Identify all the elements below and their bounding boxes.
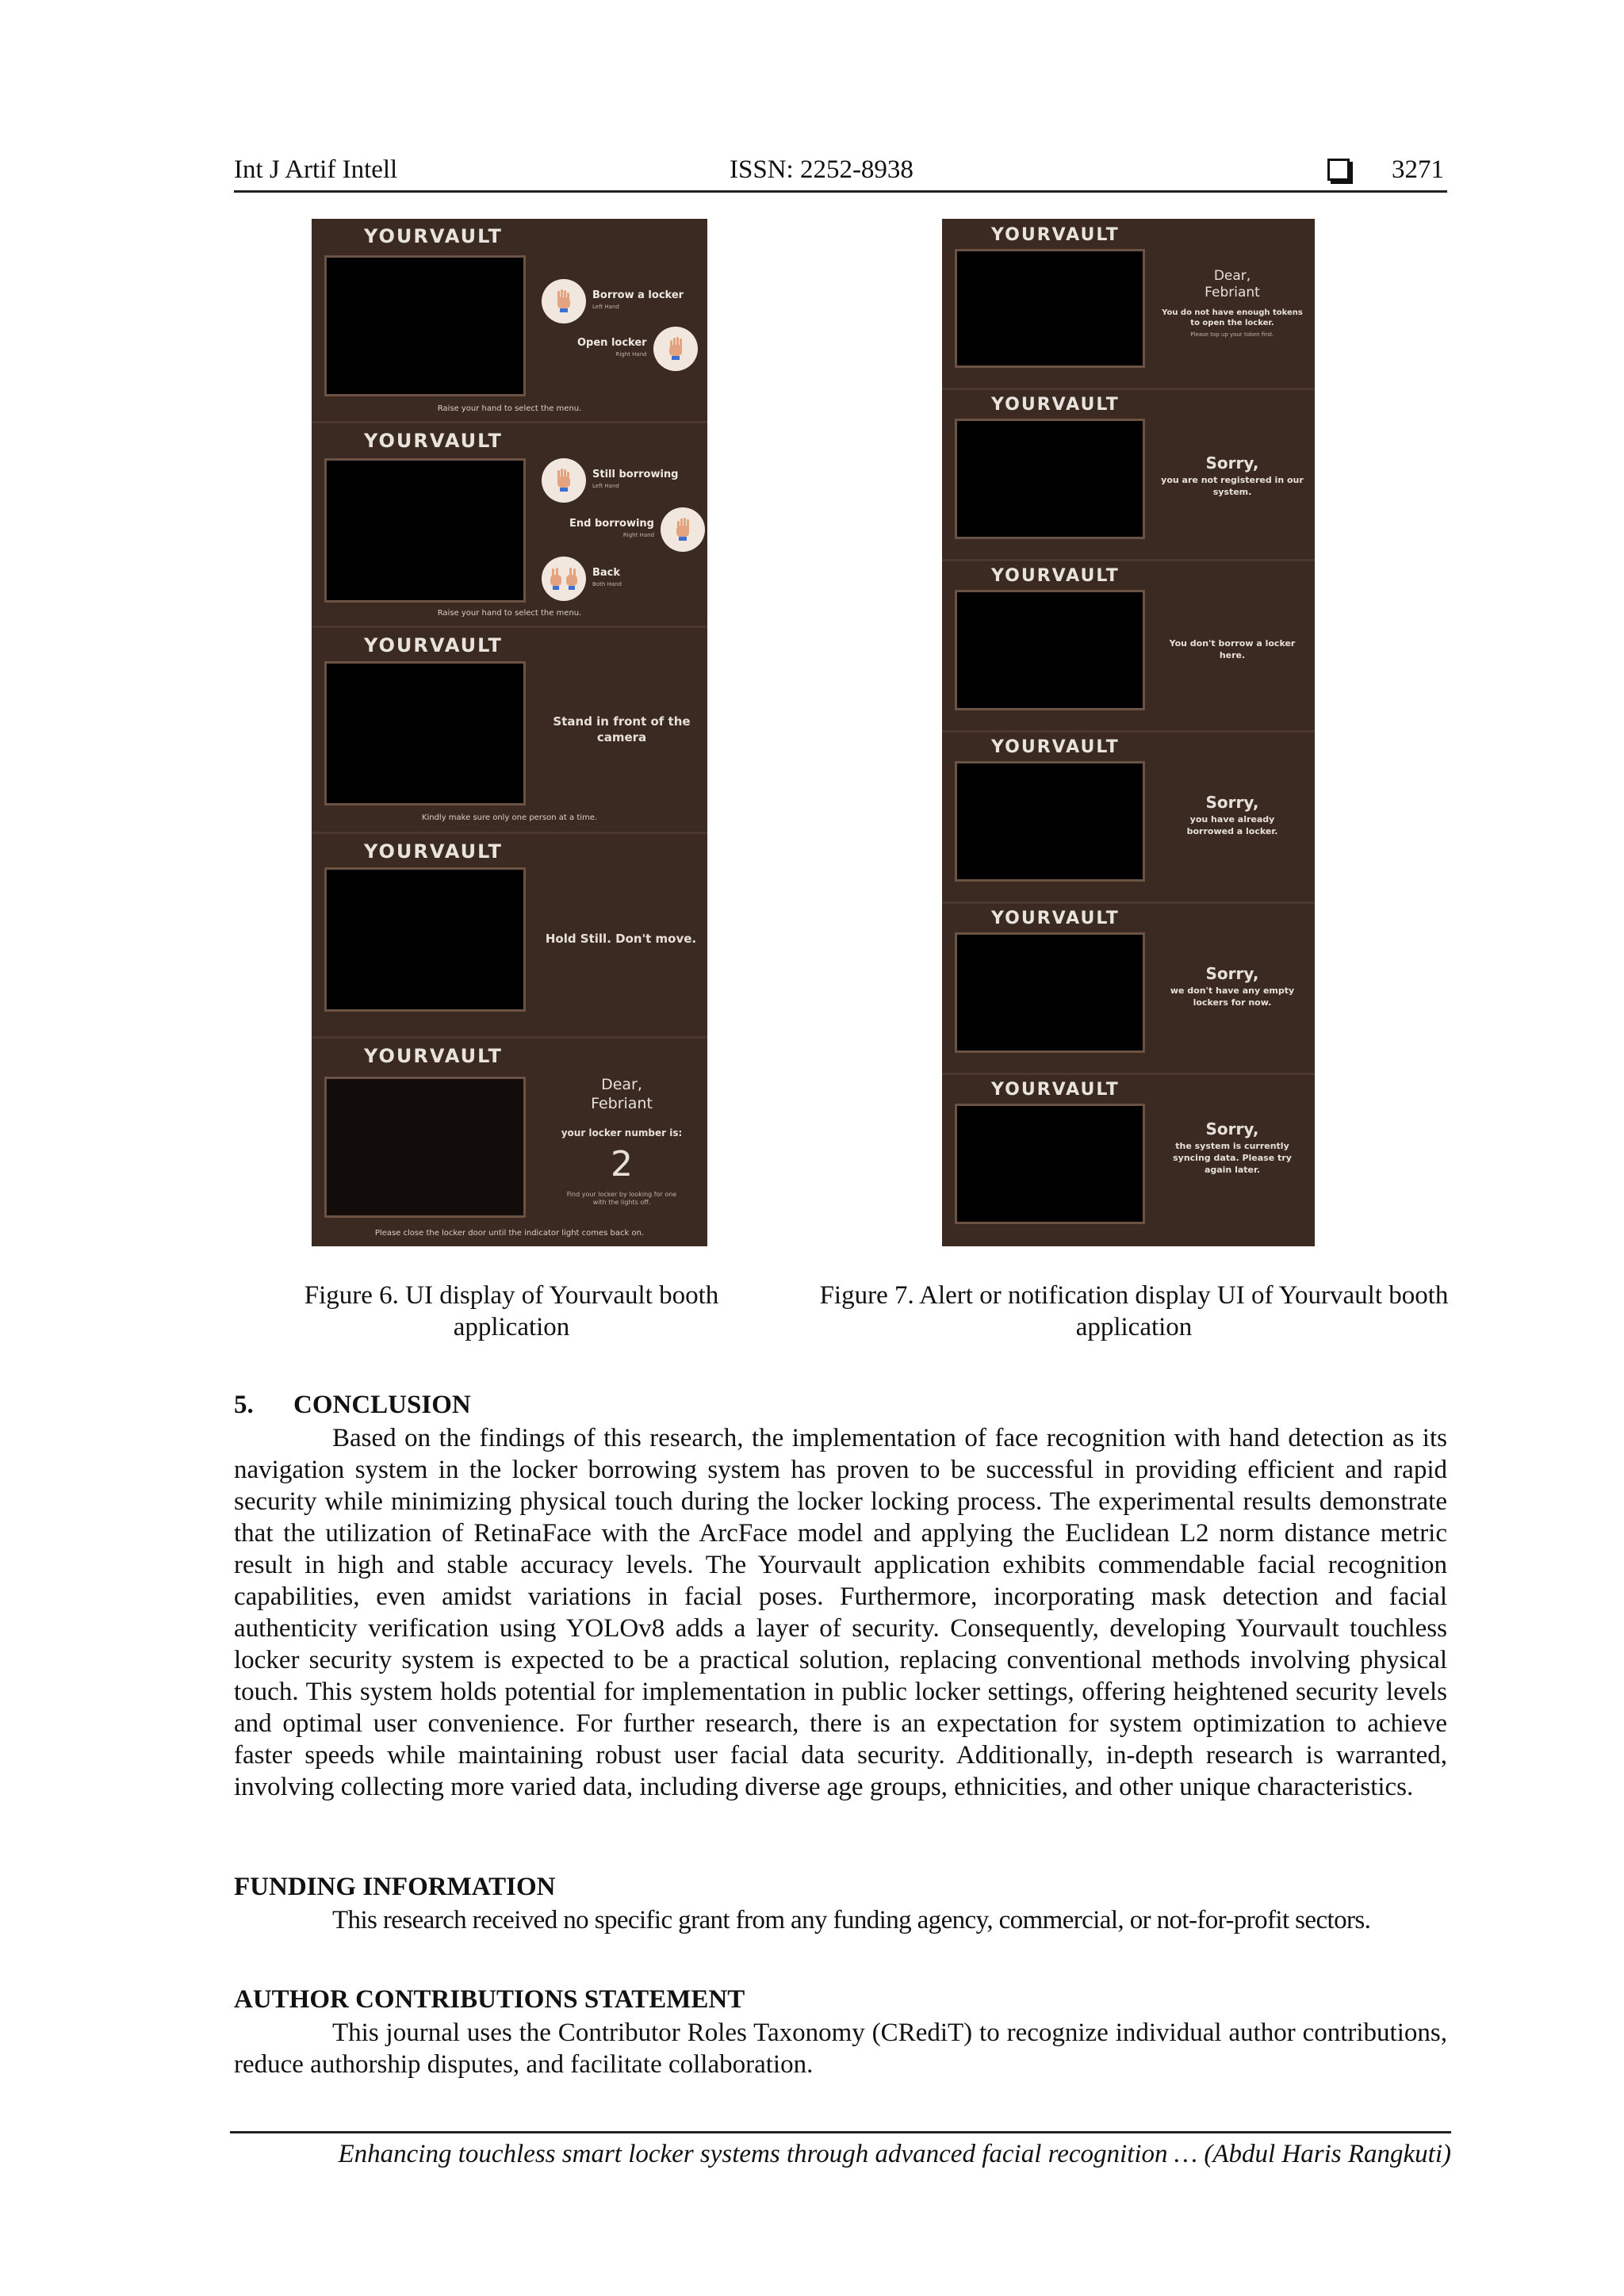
greeting-dear: Dear, bbox=[1213, 268, 1251, 284]
hand-icon bbox=[653, 327, 698, 371]
menu-sub-label: Right Hand bbox=[615, 351, 647, 358]
alert-screen-syncing bbox=[942, 1075, 1315, 1246]
hand-icon bbox=[542, 279, 586, 323]
running-header bbox=[234, 155, 1447, 193]
camera-feed bbox=[324, 1077, 526, 1218]
alert-title: Sorry, bbox=[1205, 964, 1259, 983]
alert-title: Sorry, bbox=[1205, 793, 1259, 812]
screen-message: Stand in front of the camera bbox=[553, 714, 691, 744]
yourvault-logo: YOURVAULT bbox=[364, 430, 503, 452]
camera-feed bbox=[955, 932, 1145, 1053]
menu-label: Back bbox=[592, 567, 621, 579]
yourvault-logo: YOURVAULT bbox=[991, 225, 1120, 245]
screen-footnote: Raise your hand to select the menu. bbox=[437, 404, 582, 413]
ui-screen-main-menu bbox=[312, 219, 707, 423]
hands-icon bbox=[542, 557, 586, 601]
alert-small-note: Please top up your token first. bbox=[1190, 331, 1274, 338]
locker-number-label: your locker number is: bbox=[561, 1127, 683, 1138]
alert-message: You don't borrow a locker here. bbox=[1169, 638, 1296, 660]
yourvault-logo: YOURVAULT bbox=[991, 395, 1120, 415]
square-icon bbox=[1327, 159, 1350, 181]
menu-label: Still borrowing bbox=[592, 469, 679, 480]
camera-feed bbox=[324, 255, 526, 396]
hand-icon bbox=[661, 507, 705, 552]
menu-item-open bbox=[577, 327, 698, 371]
yourvault-logo: YOURVAULT bbox=[364, 1045, 503, 1067]
camera-feed bbox=[324, 867, 526, 1012]
menu-sub-label: Left Hand bbox=[592, 483, 619, 489]
alert-screen-insufficient-tokens bbox=[942, 219, 1315, 390]
menu-item-borrow bbox=[542, 279, 684, 323]
figure-7-caption: Figure 7. Alert or notification display UI of Yourvault booth application bbox=[819, 1281, 1449, 1341]
hand-icon bbox=[542, 458, 586, 503]
alert-title: Sorry, bbox=[1205, 1119, 1259, 1138]
alert-message: you have already borrowed a locker. bbox=[1186, 814, 1278, 836]
yourvault-logo: YOURVAULT bbox=[991, 566, 1120, 586]
alert-message: we don't have any empty lockers for now. bbox=[1170, 985, 1295, 1008]
ui-screen-hold-still bbox=[312, 834, 707, 1039]
camera-feed bbox=[955, 419, 1145, 539]
camera-feed bbox=[955, 590, 1145, 710]
menu-sub-label: Left Hand bbox=[592, 304, 619, 310]
yourvault-logo: YOURVAULT bbox=[364, 225, 503, 247]
funding-paragraph: This research received no specific grant from any funding agency, commercial, or not-for-profit sectors. bbox=[332, 1906, 1371, 1934]
funding-heading: FUNDING INFORMATION bbox=[234, 1873, 556, 1901]
menu-item-still-borrowing bbox=[542, 458, 679, 503]
camera-feed bbox=[324, 661, 526, 806]
menu-item-end-borrowing bbox=[569, 507, 705, 552]
camera-feed bbox=[955, 1104, 1145, 1224]
issn: ISSN: 2252-8938 bbox=[730, 155, 914, 184]
author-contributions-heading: AUTHOR CONTRIBUTIONS STATEMENT bbox=[234, 1985, 745, 2014]
screen-footnote: Raise your hand to select the menu. bbox=[437, 609, 582, 618]
figure-7-image bbox=[942, 219, 1315, 1246]
running-footer: Enhancing touchless smart locker systems through advanced facial recognition … (Abdul Haris Rangkuti) bbox=[230, 2131, 1451, 2169]
camera-feed bbox=[955, 249, 1145, 368]
page-number: 3271 bbox=[1392, 155, 1444, 184]
ui-screen-borrow-menu bbox=[312, 423, 707, 628]
camera-feed bbox=[955, 761, 1145, 882]
alert-screen-not-registered bbox=[942, 390, 1315, 561]
section-title: CONCLUSION bbox=[293, 1391, 471, 1419]
alert-screen-already-borrowed bbox=[942, 733, 1315, 904]
menu-label: Borrow a locker bbox=[592, 289, 684, 301]
ui-screen-locker-number bbox=[312, 1039, 707, 1246]
yourvault-logo: YOURVAULT bbox=[364, 840, 503, 863]
alert-title: Sorry, bbox=[1205, 453, 1259, 473]
yourvault-logo: YOURVAULT bbox=[991, 1080, 1120, 1100]
yourvault-logo: YOURVAULT bbox=[991, 909, 1120, 928]
alert-message: You do not have enough tokens to open the locker. bbox=[1162, 308, 1303, 327]
figure-6-image bbox=[312, 219, 707, 1246]
locker-number: 2 bbox=[611, 1144, 633, 1184]
user-name: Febriant bbox=[591, 1095, 653, 1112]
menu-label: End borrowing bbox=[569, 518, 654, 530]
alert-screen-no-borrow bbox=[942, 561, 1315, 733]
section-number: 5. bbox=[234, 1391, 254, 1419]
screen-footnote: Kindly make sure only one person at a time. bbox=[421, 813, 598, 822]
menu-sub-label: Right Hand bbox=[622, 532, 654, 538]
alert-screen-no-empty-lockers bbox=[942, 904, 1315, 1075]
author-contributions-paragraph: This journal uses the Contributor Roles Taxonomy (CRediT) to recognize individual author contributions, reduce authorship disputes, and facilitate collaboration. bbox=[234, 2019, 1447, 2079]
menu-label: Open locker bbox=[577, 337, 647, 349]
menu-item-back bbox=[542, 557, 622, 601]
conclusion-paragraph: Based on the findings of this research, the implementation of face recognition with hand detection as its navigation system in the locker borrowing system has proven to be successful in providing efficient and rapid security while minimizing physical touch during the locker locking process. The experimental results demonstrate that the utilization of RetinaFace with the ArcFace model and applying the Euclidean L2 norm distance metric result in high and stable accuracy levels. The Yourvault application exhibits commendable facial recognition capabilities, even amidst variations in facial poses. Furthermore, incorporating mask detection and facial authenticity verification using YOLOv8 adds a layer of security. Consequently, developing Yourvault touchless locker security system is expected to be a practical solution, replacing conventional methods involving physical touch. This system holds potential for implementation in public locker settings, offering heightened security levels and optimal user convenience. For further research, there is an expectation for system optimization to achieve faster speeds while maintaining robust user facial data security. Additionally, in-depth research is warranted, involving collecting more varied data, including diverse age groups, ethnicities, and other unique characteristics. bbox=[234, 1424, 1447, 1801]
locker-hint: Find your locker by looking for one with the lights off. bbox=[566, 1191, 677, 1206]
camera-feed bbox=[324, 458, 526, 603]
yourvault-logo: YOURVAULT bbox=[991, 737, 1120, 757]
yourvault-logo: YOURVAULT bbox=[364, 634, 503, 656]
screen-footnote: Please close the locker door until the indicator light comes back on. bbox=[374, 1229, 645, 1238]
figure-6-caption: Figure 6. UI display of Yourvault booth application bbox=[304, 1281, 719, 1341]
greeting-dear: Dear, bbox=[601, 1076, 642, 1093]
user-name: Febriant bbox=[1205, 285, 1260, 300]
ui-screen-stand-in-front bbox=[312, 628, 707, 834]
journal-name: Int J Artif Intell bbox=[234, 155, 398, 184]
alert-message: the system is currently syncing data. Please try again later. bbox=[1173, 1141, 1292, 1175]
menu-sub-label: Both Hand bbox=[592, 581, 622, 587]
section-heading-conclusion bbox=[234, 1391, 471, 1420]
screen-message: Hold Still. Don't move. bbox=[545, 932, 697, 946]
alert-message: you are not registered in our system. bbox=[1161, 475, 1304, 497]
